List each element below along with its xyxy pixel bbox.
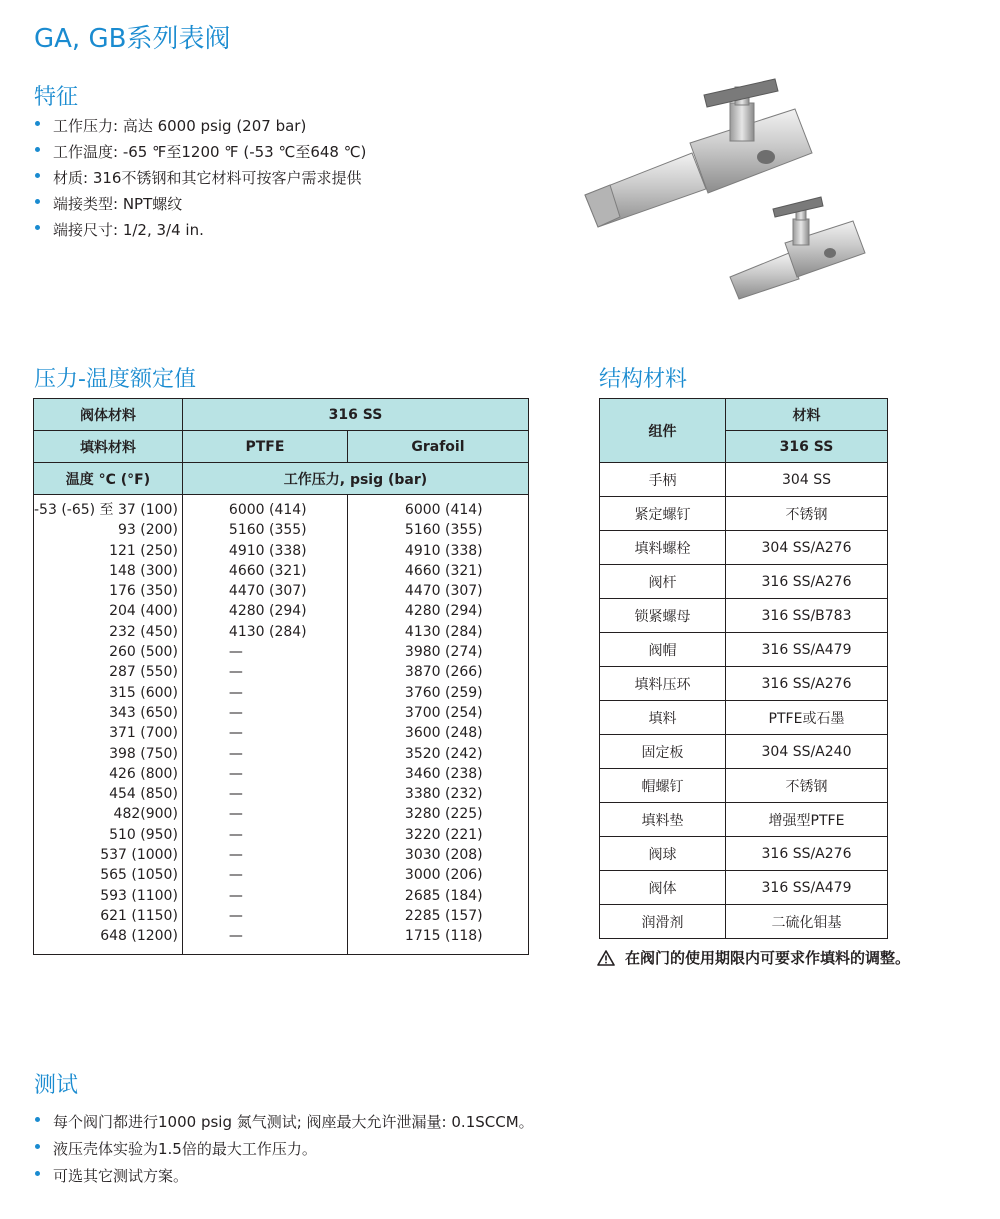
- features-list: [34, 113, 366, 243]
- temperature-cell: -53 (-65) 至 37 (100): [34, 502, 178, 518]
- temperature-cell: 537 (1000): [100, 847, 178, 864]
- component-cell: 填料螺栓: [600, 531, 726, 565]
- material-cell: 不锈钢: [726, 769, 888, 803]
- testing-title: 测试: [34, 1073, 79, 1098]
- temperature-cell: 371 (700): [109, 725, 178, 742]
- ptfe-pressure-cell: —: [228, 887, 243, 904]
- materials-row: [600, 463, 888, 497]
- material-cell: 二硫化钼基: [726, 905, 888, 939]
- testing-list: [34, 1109, 534, 1190]
- grafoil-pressure-cell: 6000 (414): [404, 502, 483, 518]
- grafoil-pressure-cell: 3000 (206): [404, 867, 483, 884]
- temperature-cell: 510 (950): [109, 826, 178, 843]
- temperature-cell: 426 (800): [109, 765, 178, 782]
- ptfe-pressure-cell: —: [228, 765, 243, 782]
- temperature-cell: 260 (500): [109, 644, 178, 661]
- material-cell: 316 SS/A276: [726, 667, 888, 701]
- ptfe-pressure-cell: 4470 (307): [228, 583, 307, 600]
- materials-row: [600, 599, 888, 633]
- feature-item: 工作压力: 高达 6000 psig (207 bar): [34, 113, 366, 139]
- materials-row: [600, 531, 888, 565]
- temperature-cell: 343 (650): [109, 704, 178, 721]
- temperature-label: 温度 °C (°F): [34, 463, 183, 495]
- component-cell: 固定板: [600, 735, 726, 769]
- component-cell: 手柄: [600, 463, 726, 497]
- component-cell: 紧定螺钉: [600, 497, 726, 531]
- ptfe-pressure-cell: —: [228, 907, 243, 924]
- component-cell: 阀杆: [600, 565, 726, 599]
- ptfe-pressure-cell: —: [228, 725, 243, 742]
- grafoil-pressure-cell: 4280 (294): [404, 603, 483, 620]
- material-header: 材料: [726, 399, 888, 431]
- component-cell: 填料垫: [600, 803, 726, 837]
- grafoil-pressure-cell: 5160 (355): [404, 522, 483, 539]
- materials-row: [600, 803, 888, 837]
- ptfe-pressure-cell: 6000 (414): [228, 502, 307, 518]
- packing-ptfe-header: PTFE: [182, 431, 347, 463]
- temperature-cell: 287 (550): [109, 664, 178, 681]
- packing-grafoil-header: Grafoil: [347, 431, 528, 463]
- maintenance-note: [597, 947, 910, 968]
- page-title: GA, GB系列表阀: [34, 24, 231, 54]
- body-material-value: 316 SS: [182, 399, 528, 431]
- feature-item: 工作温度: -65 ℉至1200 ℉ (-53 ℃至648 ℃): [34, 139, 366, 165]
- pressure-rating-title: 压力-温度额定值: [34, 367, 196, 392]
- component-cell: 填料压环: [600, 667, 726, 701]
- ptfe-pressure-cell: 4660 (321): [228, 562, 307, 579]
- temperature-cell: 204 (400): [109, 603, 178, 620]
- working-pressure-label: 工作压力, psig (bar): [182, 463, 528, 495]
- ptfe-pressure-cell: —: [228, 644, 243, 661]
- grafoil-pressure-cell: 3600 (248): [404, 725, 483, 742]
- temperature-cell: 148 (300): [109, 562, 178, 579]
- materials-row: [600, 769, 888, 803]
- component-cell: 润滑剂: [600, 905, 726, 939]
- material-grade-header: 316 SS: [726, 431, 888, 463]
- material-cell: 304 SS/A276: [726, 531, 888, 565]
- temperature-column: [34, 495, 183, 955]
- temperature-cell: 648 (1200): [100, 928, 178, 945]
- temperature-cell: 121 (250): [109, 542, 178, 559]
- ptfe-pressure-cell: 4910 (338): [228, 542, 307, 559]
- ptfe-pressure-cell: 4280 (294): [228, 603, 307, 620]
- temperature-cell: 398 (750): [109, 745, 178, 762]
- material-cell: 304 SS/A240: [726, 735, 888, 769]
- materials-title: 结构材料: [599, 367, 688, 392]
- feature-item: 端接类型: NPT螺纹: [34, 191, 366, 217]
- grafoil-pressure-cell: 3030 (208): [404, 847, 483, 864]
- ptfe-pressure-cell: —: [228, 826, 243, 843]
- warning-icon: [597, 950, 615, 966]
- materials-row: [600, 837, 888, 871]
- ptfe-pressure-cell: —: [228, 867, 243, 884]
- grafoil-pressure-cell: 4130 (284): [404, 623, 483, 640]
- materials-row: [600, 701, 888, 735]
- grafoil-pressure-cell: 3280 (225): [404, 806, 483, 823]
- temperature-cell: 315 (600): [109, 684, 178, 701]
- temperature-cell: 454 (850): [109, 786, 178, 803]
- temperature-cell: 176 (350): [109, 583, 178, 600]
- pressure-temperature-table: [33, 398, 529, 955]
- valve-small-image: [727, 195, 867, 305]
- component-cell: 阀体: [600, 871, 726, 905]
- ptfe-pressure-cell: —: [228, 745, 243, 762]
- temperature-cell: 93 (200): [118, 522, 178, 539]
- grafoil-pressure-cell: 3460 (238): [404, 765, 483, 782]
- grafoil-pressure-cell: 3980 (274): [404, 644, 483, 661]
- materials-row: [600, 667, 888, 701]
- packing-material-label: 填料材料: [34, 431, 183, 463]
- grafoil-pressure-cell: 4910 (338): [404, 542, 483, 559]
- maintenance-note-text: 在阀门的使用期限内可要求作填料的调整。: [625, 949, 911, 967]
- material-cell: 增强型PTFE: [726, 803, 888, 837]
- materials-row: [600, 735, 888, 769]
- testing-item: 液压壳体实验为1.5倍的最大工作压力。: [34, 1136, 534, 1163]
- ptfe-pressure-cell: —: [228, 928, 243, 945]
- grafoil-pressure-column: [347, 495, 528, 955]
- ptfe-pressure-cell: —: [228, 664, 243, 681]
- materials-row: [600, 905, 888, 939]
- ptfe-pressure-cell: —: [228, 786, 243, 803]
- temperature-cell: 593 (1100): [100, 887, 178, 904]
- grafoil-pressure-cell: 4660 (321): [404, 562, 483, 579]
- ptfe-pressure-cell: 5160 (355): [228, 522, 307, 539]
- materials-row: [600, 871, 888, 905]
- features-title: 特征: [34, 85, 79, 110]
- material-cell: 316 SS/B783: [726, 599, 888, 633]
- material-cell: 316 SS/A479: [726, 871, 888, 905]
- temperature-cell: 621 (1150): [100, 907, 178, 924]
- temperature-cell: 565 (1050): [100, 867, 178, 884]
- temperature-cell: 482(900): [113, 806, 178, 823]
- ptfe-pressure-cell: —: [228, 684, 243, 701]
- grafoil-pressure-cell: 4470 (307): [404, 583, 483, 600]
- component-cell: 帽螺钉: [600, 769, 726, 803]
- ptfe-pressure-cell: —: [228, 704, 243, 721]
- grafoil-pressure-cell: 3760 (259): [404, 684, 483, 701]
- component-header: 组件: [600, 399, 726, 463]
- materials-table: [599, 398, 888, 939]
- temperature-cell: 232 (450): [109, 623, 178, 640]
- materials-row: [600, 633, 888, 667]
- grafoil-pressure-cell: 3520 (242): [404, 745, 483, 762]
- testing-item: 每个阀门都进行1000 psig 氮气测试; 阀座最大允许泄漏量: 0.1SCCM。: [34, 1109, 534, 1136]
- grafoil-pressure-cell: 2285 (157): [404, 907, 483, 924]
- component-cell: 阀帽: [600, 633, 726, 667]
- grafoil-pressure-cell: 1715 (118): [404, 928, 483, 945]
- ptfe-pressure-cell: 4130 (284): [228, 623, 307, 640]
- grafoil-pressure-cell: 3220 (221): [404, 826, 483, 843]
- material-cell: PTFE或石墨: [726, 701, 888, 735]
- material-cell: 不锈钢: [726, 497, 888, 531]
- ptfe-pressure-column: [182, 495, 347, 955]
- material-cell: 316 SS/A276: [726, 837, 888, 871]
- grafoil-pressure-cell: 3870 (266): [404, 664, 483, 681]
- grafoil-pressure-cell: 3380 (232): [404, 786, 483, 803]
- component-cell: 填料: [600, 701, 726, 735]
- material-cell: 316 SS/A276: [726, 565, 888, 599]
- materials-row: [600, 497, 888, 531]
- materials-row: [600, 565, 888, 599]
- material-cell: 316 SS/A479: [726, 633, 888, 667]
- feature-item: 材质: 316不锈钢和其它材料可按客户需求提供: [34, 165, 366, 191]
- grafoil-pressure-cell: 2685 (184): [404, 887, 483, 904]
- body-material-label: 阀体材料: [34, 399, 183, 431]
- material-cell: 304 SS: [726, 463, 888, 497]
- ptfe-pressure-cell: —: [228, 806, 243, 823]
- feature-item: 端接尺寸: 1/2, 3/4 in.: [34, 217, 366, 243]
- component-cell: 锁紧螺母: [600, 599, 726, 633]
- ptfe-pressure-cell: —: [228, 847, 243, 864]
- testing-item: 可选其它测试方案。: [34, 1163, 534, 1190]
- component-cell: 阀球: [600, 837, 726, 871]
- grafoil-pressure-cell: 3700 (254): [404, 704, 483, 721]
